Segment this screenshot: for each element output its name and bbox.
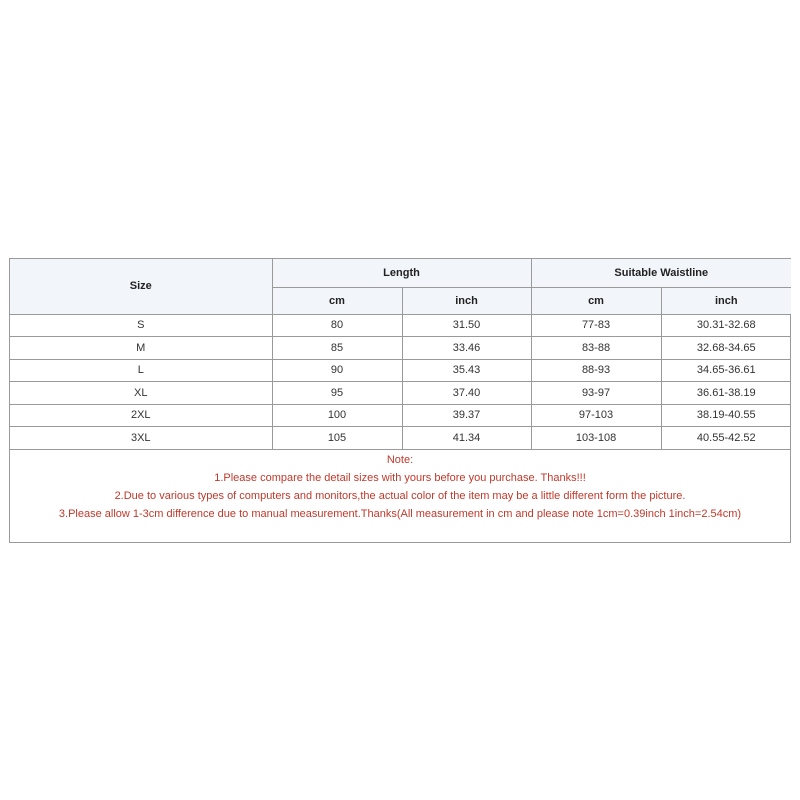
waist-cm-cell: 93-97 — [531, 382, 661, 405]
size-cell: L — [10, 359, 272, 382]
waist-inch-cell: 30.31-32.68 — [661, 314, 791, 337]
waistline-group-header: Suitable Waistline — [531, 259, 791, 287]
waist-inch-header: inch — [661, 287, 791, 314]
waist-cm-cell: 77-83 — [531, 314, 661, 337]
table-row — [10, 404, 791, 427]
length-inch-cell: 41.34 — [402, 427, 531, 450]
waist-inch-cell: 34.65-36.61 — [661, 359, 791, 382]
waist-inch-cell: 32.68-34.65 — [661, 337, 791, 360]
size-table — [10, 259, 791, 450]
size-cell: 2XL — [10, 404, 272, 427]
waist-inch-cell: 36.61-38.19 — [661, 382, 791, 405]
notes-title: Note: — [386, 454, 414, 466]
notes-section — [10, 451, 790, 523]
waist-cm-cell: 83-88 — [531, 337, 661, 360]
length-cm-cell: 90 — [272, 359, 402, 382]
length-inch-cell: 37.40 — [402, 382, 531, 405]
size-cell: M — [10, 337, 272, 360]
table-row — [10, 314, 791, 337]
size-chart — [9, 258, 791, 543]
table-row — [10, 359, 791, 382]
size-cell: 3XL — [10, 427, 272, 450]
table-row — [10, 337, 791, 360]
length-cm-cell: 95 — [272, 382, 402, 405]
table-row — [10, 427, 791, 450]
length-inch-header: inch — [402, 287, 531, 314]
waist-cm-cell: 103-108 — [531, 427, 661, 450]
length-cm-cell: 85 — [272, 337, 402, 360]
waist-inch-cell: 40.55-42.52 — [661, 427, 791, 450]
length-cm-cell: 100 — [272, 404, 402, 427]
length-inch-cell: 31.50 — [402, 314, 531, 337]
length-cm-cell: 80 — [272, 314, 402, 337]
table-row — [10, 382, 791, 405]
length-inch-cell: 39.37 — [402, 404, 531, 427]
waist-cm-cell: 88-93 — [531, 359, 661, 382]
size-column-header: Size — [10, 259, 272, 314]
waist-inch-cell: 38.19-40.55 — [661, 404, 791, 427]
length-inch-cell: 33.46 — [402, 337, 531, 360]
length-group-header: Length — [272, 259, 531, 287]
waist-cm-header: cm — [531, 287, 661, 314]
size-cell: XL — [10, 382, 272, 405]
length-inch-cell: 35.43 — [402, 359, 531, 382]
size-cell: S — [10, 314, 272, 337]
note-line-1: 1.Please compare the detail sizes with yours before you purchase. Thanks!!! — [214, 472, 586, 484]
length-cm-header: cm — [272, 287, 402, 314]
waist-cm-cell: 97-103 — [531, 404, 661, 427]
note-line-3: 3.Please allow 1-3cm difference due to manual measurement.Thanks(All measurement in cm and please note 1cm=0.39inch 1inch=2.54cm) — [58, 508, 742, 520]
note-line-2: 2.Due to various types of computers and monitors,the actual color of the item may be a little different form the picture. — [114, 490, 686, 502]
length-cm-cell: 105 — [272, 427, 402, 450]
